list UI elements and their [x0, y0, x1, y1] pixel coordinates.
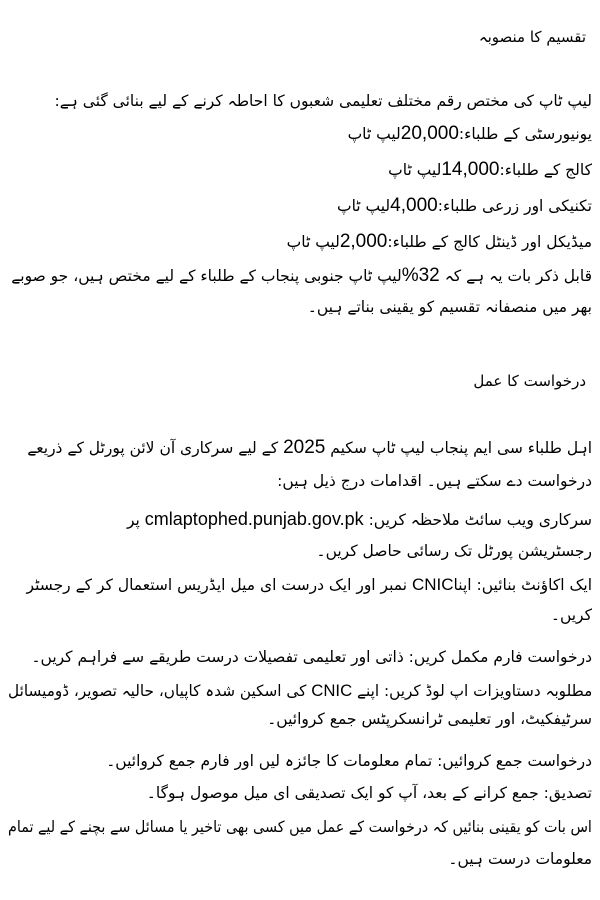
step-confirmation: تصدیق: جمع کرانے کے بعد، آپ کو ایک تصدیقی ای میل موصول ہوگا۔: [146, 784, 592, 802]
item-unit: لیپ ٹاپ: [336, 197, 391, 215]
distribution-intro: لیپ ٹاپ کی مختص رقم مختلف تعلیمی شعبوں کا احاطہ کرنے کے لیے بنائی گئی ہے:: [54, 92, 592, 110]
intro-text: اہل طلباء سی ایم پنجاب لیپ ٹاپ سکیم: [330, 439, 592, 457]
cnic-label: CNIC: [310, 681, 352, 700]
distribution-item-medical: [287, 232, 592, 251]
item-count: 14,000: [441, 159, 500, 180]
intro-year: 2025: [283, 437, 326, 458]
step-text-continued: نمبر اور ایک درست ای میل ایڈریس استعمال کر کے رجسٹر: [26, 576, 408, 594]
item-label: یونیورسٹی کے طلباء:: [458, 125, 592, 143]
process-intro-line2: درخواست دے سکتے ہیں۔ اقدامات درج ذیل ہیں:: [277, 472, 592, 490]
item-count: 20,000: [400, 123, 459, 144]
cnic-label: CNIC: [411, 575, 454, 594]
step-text: ایک اکاؤنٹ بنائیں: اپنا: [453, 576, 592, 594]
item-label: میڈیکل اور ڈینٹل کالج کے طلباء:: [387, 233, 592, 251]
note-percent: 32%: [401, 265, 440, 286]
step-complete-form: درخواست فارم مکمل کریں: ذاتی اور تعلیمی تفصیلات درست طریقے سے فراہم کریں۔: [31, 648, 592, 666]
process-intro-line1: [27, 438, 592, 457]
distribution-heading: تقسیم کا منصوبہ: [478, 28, 586, 46]
process-heading: درخواست کا عمل: [473, 372, 586, 390]
item-unit: لیپ ٹاپ: [388, 161, 442, 179]
distribution-item-technical: [337, 196, 592, 215]
item-count: 4,000: [390, 195, 438, 216]
distribution-note-line1: [11, 266, 592, 285]
closing-line2: معلومات درست ہیں۔: [448, 850, 592, 868]
step-upload-documents-line2: سرٹیفکیٹ، اور تعلیمی ٹرانسکرپٹس جمع کروائیں۔: [267, 710, 592, 728]
website-url[interactable]: cmlaptophed.punjab.gov.pk: [144, 509, 364, 529]
distribution-item-college: [388, 160, 592, 179]
note-text-continued: لیپ ٹاپ جنوبی پنجاب کے طلباء کے لیے مختص ہیں، جو صوبے: [11, 267, 402, 285]
step-submit: درخواست جمع کروائیں: تمام معلومات کا جائزہ لیں اور فارم جمع کروائیں۔: [106, 752, 592, 770]
step-upload-documents: [8, 682, 592, 700]
distribution-note-line2: بھر میں منصفانہ تقسیم کو یقینی بناتے ہیں۔: [307, 298, 592, 316]
step-visit-website: [127, 510, 592, 529]
item-label: کالج کے طلباء:: [499, 161, 592, 179]
item-unit: لیپ ٹاپ: [347, 125, 401, 143]
item-label: تکنیکی اور زرعی طلباء:: [437, 197, 592, 215]
intro-text-continued: کے لیے سرکاری آن لائن پورٹل کے ذریعے: [27, 439, 279, 457]
item-count: 2,000: [339, 231, 388, 252]
note-text: قابل ذکر بات یہ ہے کہ: [444, 267, 592, 285]
item-unit: لیپ ٹاپ: [286, 233, 340, 251]
step-text: مطلوبہ دستاویزات اپ لوڈ کریں: اپنے: [356, 682, 592, 700]
step-create-account-line2: کریں۔: [550, 606, 592, 624]
closing-line1: اس بات کو یقینی بنائیں کہ درخواست کے عمل میں کسی بھی تاخیر یا مسائل سے بچنے کے لیے تمام: [8, 818, 592, 836]
step-visit-website-line2: رجسٹریشن پورٹل تک رسائی حاصل کریں۔: [316, 542, 592, 560]
step-text: سرکاری ویب سائٹ ملاحظہ کریں:: [368, 511, 592, 529]
step-text-continued: پر: [126, 511, 140, 529]
step-text-continued: کی اسکین شدہ کاپیاں، حالیہ تصویر، ڈومیسائل: [7, 682, 307, 700]
distribution-item-university: [348, 124, 592, 143]
step-create-account: [27, 576, 592, 594]
